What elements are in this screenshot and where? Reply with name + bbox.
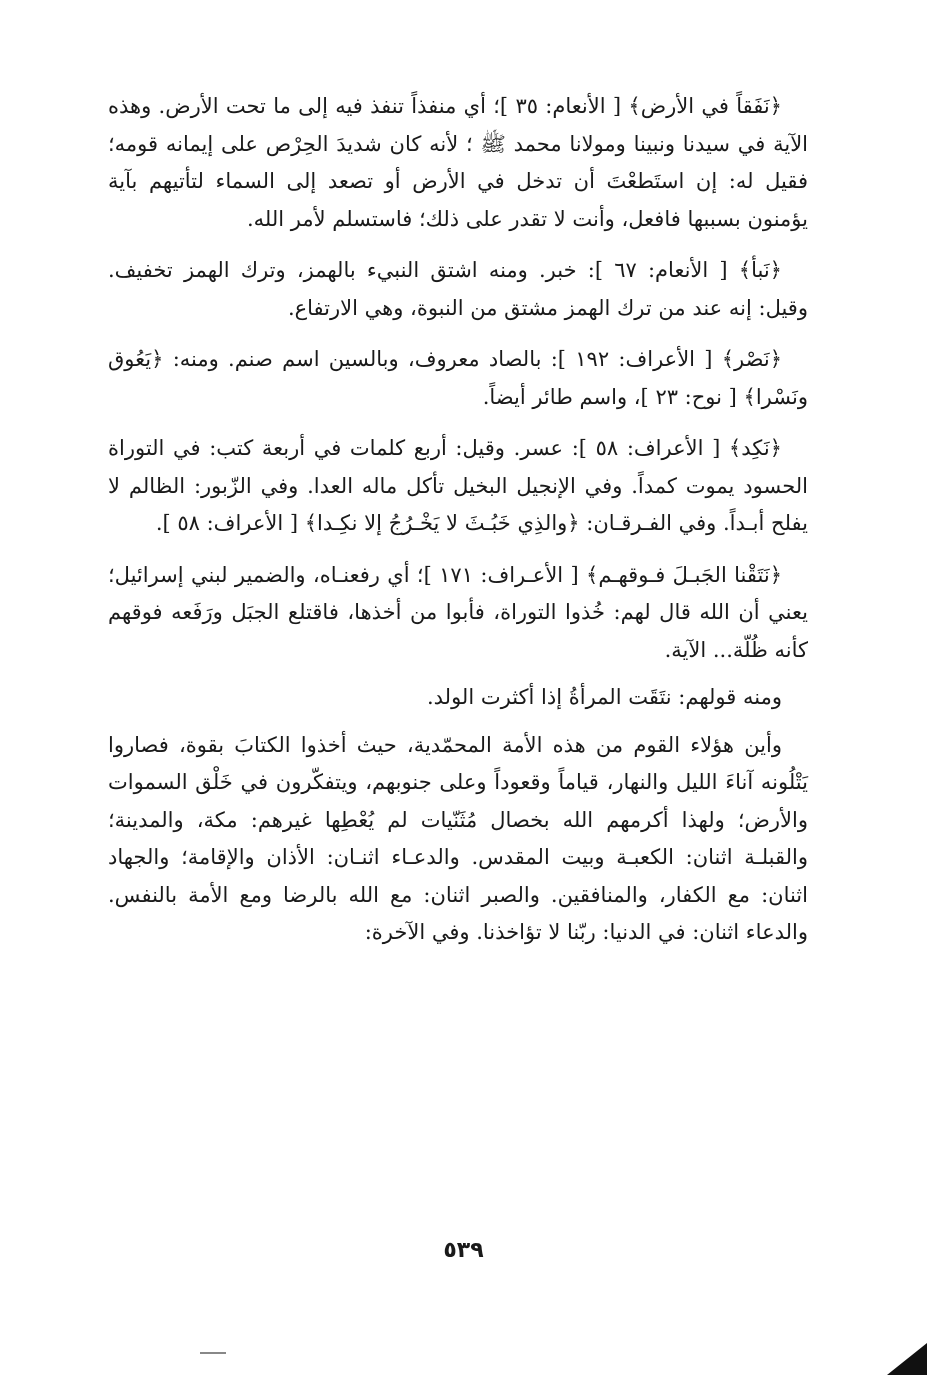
page-body: [108, 88, 808, 966]
paragraph-ummah: وأين هؤلاء القوم من هذه الأمة المحمّدية، حيث أخذوا الكتابَ بقوة، فصاروا يَتْلُونه آناءَ الليل والنهار، قياماً وقعوداً وعلى جنوبهم، ويتفكّرون في خَلْق السموات والأرض؛ ولهذا أكرمهم الله بخصال مُثَنّيات لم يُعْطِها غيرهم: مكة، والمدينة؛ والقبلـة اثنان: الكعبـة وبيت المقدس. والدعـاء اثنـان: الأذان والإقامة؛ والجهاد اثنان: مع الكفار، والمنافقين. والصبر اثنان: مع الله بالرضا ومع الأمة بالنفس. والدعاء اثنان: في الدنيا: ربّنا لا تؤاخذنا. وفي الآخرة:: [108, 732, 808, 944]
paragraph-naba: ﴿نَبأ﴾ [ الأنعام: ٦٧ ]: خبر. ومنه اشتق النبيء بالهمز، وترك الهمز تخفيف. وقيل: إنه عند من ترك الهمز مشتق من النبوة، وهي الارتفاع.: [108, 258, 808, 320]
paragraph-nakid: ﴿نَكِد﴾ [ الأعراف: ٥٨ ]: عسر. وقيل: أربع كلمات في أربعة كتب: في التوراة الحسود يموت كمداً. وفي الإنجيل البخيل تأكل ماله العدا. وفي الزّبور: الظالم لا يفلح أبـداً. وفي الفـرقـان: ﴿والذِي خَبُـثَ لا يَخْـرُجُ إلا نكِـدا﴾ [ الأعراف: ٥٨ ].: [108, 436, 808, 535]
scan-mark: [200, 1352, 226, 1354]
paragraph-nataqat: ومنه قولهم: نتَقَت المرأةُ إذا أكثرت الولد.: [426, 685, 782, 709]
paragraph-nasr: ﴿نَصْر﴾ [ الأعراف: ١٩٢ ]: بالصاد معروف، وبالسين اسم صنم. ومنه: ﴿يَعُوق ونَسْرا﴾ [ نوح: ٢٣ ]، واسم طائر أيضاً.: [108, 347, 808, 409]
corner-triangle-icon: [887, 1343, 927, 1375]
paragraph-nafaq: ﴿نَفَقاً في الأرض﴾ [ الأنعام: ٣٥ ]؛ أي منفذاً تنفذ فيه إلى ما تحت الأرض. وهذه الآية في سيدنا ونبينا ومولانا محمد ﷺ ؛ لأنه كان شديدَ الحِرْص على إيمانه قومه؛ فقيل له: إن استَطعْتَ أن تدخل في الأرض أو تصعد إلى السماء لتأتيهم بآية يؤمنون بسببها فافعل، وأنت لا تقدر على ذلك؛ فاستسلم لأمر الله.: [108, 94, 808, 231]
page-number: ٥٣٩: [443, 1238, 484, 1263]
paragraph-nataqna: ﴿نَتَقْنا الجَبـلَ فـوقهـم﴾ [ الأعـراف: ١٧١ ]؛ أي رفعنـاه، والضمير لبني إسرائيل؛ يعني أن الله قال لهم: خُذوا التوراة، فأبوا من أخذها، فاقتلع الجبَل ورَفَعه فوقهم كأنه ظُلّة... الآية.: [108, 562, 808, 662]
